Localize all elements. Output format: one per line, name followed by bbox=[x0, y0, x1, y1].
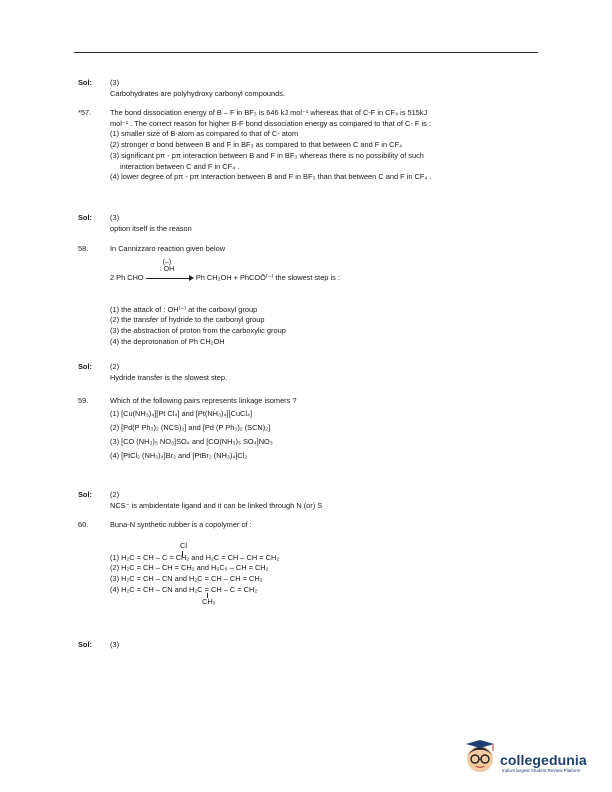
sol-label: Sol: bbox=[78, 78, 92, 87]
question-text: The bond dissociation energy of B – F in BF₃ is 646 kJ mol⁻¹ whereas that of C-F in CF₄ is 515kJ bbox=[110, 108, 428, 117]
option-2: (2) the transfer of hydride to the carbonyl group bbox=[110, 315, 265, 325]
question-number: *57. bbox=[78, 108, 92, 117]
answer: (2) bbox=[110, 490, 120, 499]
methyl-substituent: CH₃ bbox=[202, 596, 216, 606]
explanation: Hydride transfer is the slowest step. bbox=[110, 372, 228, 382]
option-2: (2) H₂C = CH – CH = CH₂ and H₅C₆ – CH = CH₂ bbox=[110, 563, 269, 573]
question-text: Which of the following pairs represents linkage isomers ? bbox=[110, 396, 297, 405]
chlorine-substituent: Cl bbox=[180, 540, 187, 550]
option-4: (4) H₂C = CH – CN and H₂C = CH – C = CH₂ bbox=[110, 584, 258, 594]
reagent-charge: (–) bbox=[162, 258, 172, 266]
option-4: (4) the deprotonation of Ph CH₂OH bbox=[110, 336, 225, 346]
question-text: Buna-N synthetic rubber is a copolymer of : bbox=[110, 520, 252, 529]
reagent: : OH bbox=[159, 265, 175, 273]
question-number: 58. bbox=[78, 244, 89, 253]
reaction-equation bbox=[110, 255, 538, 285]
question-number: 59. bbox=[78, 396, 89, 405]
header-rule bbox=[74, 52, 538, 53]
explanation: option itself is the reason bbox=[110, 223, 192, 233]
logo-tagline: India's largest Student Review Platform bbox=[502, 768, 581, 773]
collegedunia-logo bbox=[462, 738, 612, 778]
option-3: (3) H₂C = CH – CN and H₂C = CH – CH = CH₂ bbox=[110, 574, 263, 584]
answer: (3) bbox=[110, 213, 120, 222]
explanation: NCS⁻ is ambidentate ligand and it can be linked through N (or) S bbox=[110, 500, 323, 510]
sol-label: Sol: bbox=[78, 490, 92, 499]
option-3: (3) significant pπ - pπ interaction between B and F in BF₃ whereas there is no possibility of such bbox=[110, 150, 424, 160]
option-1: (1) smaller size of B-atom as compared to that of C- atom bbox=[110, 129, 299, 139]
sol-label: Sol: bbox=[78, 213, 92, 222]
option-4: (4) [PtCl₂ (NH₃)₄]Br₂ and [PtBr₂ (NH₃)₄]Cl₂ bbox=[110, 450, 248, 460]
sol-label: Sol: bbox=[78, 362, 92, 371]
option-2: (2) [Pd(P Ph₃)₂ (NCS)₂] and [Pd (P Ph₃)₂ (SCN)₂] bbox=[110, 422, 271, 432]
answer: (3) bbox=[110, 78, 120, 87]
option-3-cont: interaction between C and F in CF₄ . bbox=[120, 161, 240, 171]
bond-line bbox=[182, 551, 183, 557]
option-1: (1) [Cu(NH₃)₄][Pt Cl₄] and [Pt(NH₃)₄][CuCl₄] bbox=[110, 408, 253, 418]
question-text: mol⁻¹ . The correct reason for higher B-F bond dissociation energy as compared to that of C- F is : bbox=[110, 118, 431, 128]
products: Ph CH₂OH + PhCOŌ⁽⁻⁾ the slowest step is : bbox=[195, 272, 340, 282]
option-1: (1) H₂C = CH – C = CH₂ and H₂C = CH – CH = CH₂ bbox=[110, 552, 280, 562]
reaction-arrow bbox=[146, 258, 194, 282]
option-4: (4) lower degree of pπ - pπ interaction between B and F in BF₃ than that between C and F in CF₄ . bbox=[110, 172, 432, 182]
option-1: (1) the attack of : OH⁽⁻⁾ at the carboxyl group bbox=[110, 304, 258, 314]
answer: (2) bbox=[110, 362, 120, 371]
question-text: In Cannizzaro reaction given below bbox=[110, 244, 226, 253]
option-3: (3) [CO (NH₃)₅ NO₃]SO₄ and [CO(NH₃)₅ SO₄]NO₃ bbox=[110, 436, 273, 446]
answer: (3) bbox=[110, 640, 120, 649]
mascot-icon bbox=[462, 740, 498, 776]
logo-wordmark: collegedunia bbox=[500, 752, 587, 768]
sol-label: Sol: bbox=[78, 640, 92, 649]
explanation: Carbohydrates are polyhydroxy carbonyl compounds. bbox=[110, 88, 286, 98]
option-2: (2) stronger σ bond between B and F in BF₃ as compared to that between C and F in CF₄ bbox=[110, 140, 402, 150]
question-number: 60. bbox=[78, 520, 89, 529]
option-3: (3) the abstraction of proton from the carboxylic group bbox=[110, 326, 286, 336]
reactant: 2 Ph CHO bbox=[110, 272, 144, 282]
